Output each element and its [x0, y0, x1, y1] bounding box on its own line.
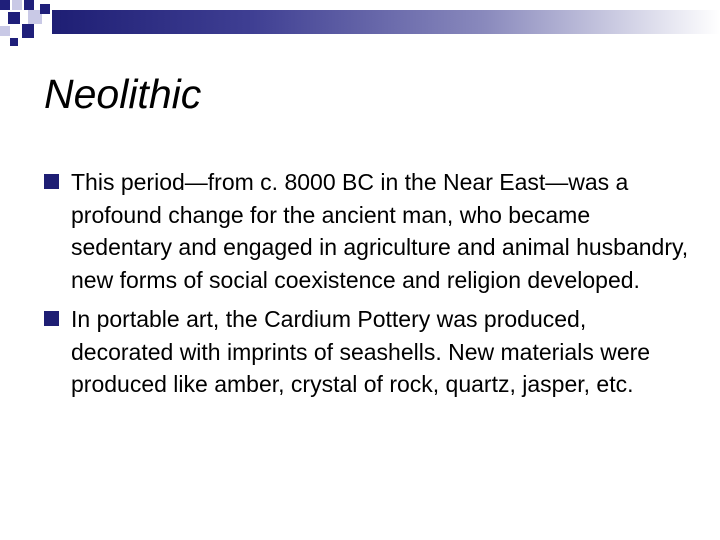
decor-square	[24, 0, 34, 10]
decor-square	[12, 0, 22, 10]
decor-square	[22, 24, 34, 38]
square-bullet-icon	[44, 174, 59, 189]
bullet-list	[44, 166, 694, 401]
decor-square	[8, 12, 20, 24]
bullet-item	[44, 303, 694, 401]
bullet-text: This period—from c. 8000 BC in the Near East—was a profound change for the ancient man, who became sedentary and engaged in agriculture and animal husbandry, new forms of social coexistence and religion developed.	[71, 169, 689, 293]
slide-title: Neolithic	[44, 71, 202, 117]
decor-square	[0, 26, 10, 36]
decor-square	[40, 4, 50, 14]
decor-square	[0, 0, 10, 10]
bullet-text: In portable art, the Cardium Pottery was produced, decorated with imprints of seashells. New materials were produced like amber, crystal of rock, quartz, jasper, etc.	[71, 306, 651, 397]
decor-square	[10, 38, 18, 46]
bullet-item	[44, 166, 694, 296]
header-gradient-bar	[52, 10, 720, 34]
square-bullet-icon	[44, 311, 59, 326]
